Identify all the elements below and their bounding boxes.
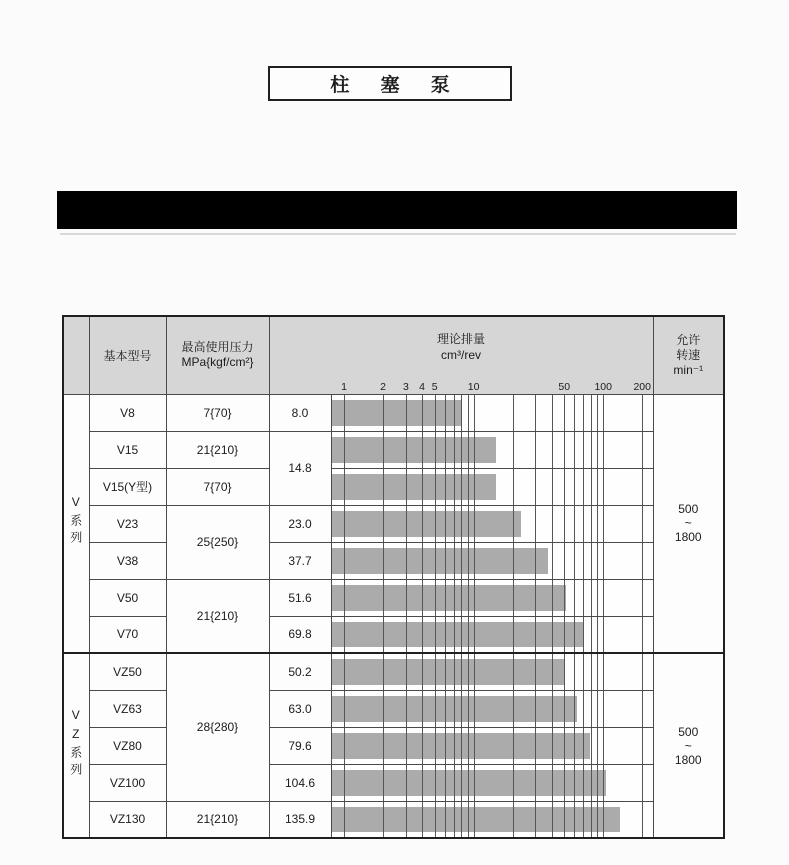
chart-gridline <box>597 728 598 764</box>
displacement-header-label <box>270 331 653 363</box>
displacement-cell: 50.2 <box>269 653 331 690</box>
axis-tick-label: 100 <box>594 380 612 393</box>
table-row-v15 <box>63 431 724 468</box>
model-cell: VZ130 <box>89 801 166 838</box>
displacement-bar <box>332 585 566 611</box>
chart-gridline <box>642 765 643 801</box>
chart-gridline <box>552 395 553 431</box>
displacement-bar <box>332 400 462 426</box>
banner-underline <box>60 233 736 235</box>
table-row-v38 <box>63 542 724 579</box>
chart-cell <box>331 801 653 838</box>
redacted-section-banner <box>57 191 737 229</box>
axis-tick-label: 2 <box>380 380 386 393</box>
displacement-cell: 23.0 <box>269 505 331 542</box>
chart-gridline <box>591 469 592 505</box>
chart-gridline <box>603 617 604 653</box>
table-row-vz100 <box>63 764 724 801</box>
chart-gridline <box>642 543 643 579</box>
chart-gridline <box>574 580 575 616</box>
chart-gridline <box>603 580 604 616</box>
page-title: 柱 塞 泵 <box>330 75 463 96</box>
chart-gridline <box>642 395 643 431</box>
chart-gridline <box>591 691 592 727</box>
pressure-column-header <box>166 316 269 394</box>
chart-gridline <box>642 580 643 616</box>
chart-gridline <box>583 580 584 616</box>
chart-gridline <box>603 432 604 468</box>
chart-gridline <box>513 432 514 468</box>
pressure-cell-merged: 28{280} <box>166 653 269 801</box>
model-cell: V8 <box>89 394 166 431</box>
chart-gridline <box>591 728 592 764</box>
chart-gridline <box>552 543 553 579</box>
chart-gridline <box>552 469 553 505</box>
chart-gridline <box>583 691 584 727</box>
chart-cell <box>331 542 653 579</box>
chart-cell <box>331 690 653 727</box>
speed-header-line2: 转速 <box>676 347 701 362</box>
model-column-header: 基本型号 <box>89 316 166 394</box>
speed-value-top: 500 <box>678 724 699 739</box>
model-cell: VZ63 <box>89 690 166 727</box>
chart-cell <box>331 616 653 653</box>
chart-gridline <box>603 506 604 542</box>
chart-gridline <box>583 617 584 653</box>
chart-gridline <box>591 395 592 431</box>
chart-gridline <box>583 469 584 505</box>
displacement-bar <box>332 733 591 759</box>
chart-cell <box>331 468 653 505</box>
chart-gridline <box>597 580 598 616</box>
chart-axis-ticks <box>332 379 653 393</box>
speed-value-tilde: ~ <box>684 738 692 753</box>
pressure-cell-merged: 25{250} <box>166 505 269 579</box>
chart-gridline <box>535 506 536 542</box>
series-column-header <box>63 316 89 394</box>
chart-gridline <box>603 691 604 727</box>
speed-value-top: 500 <box>678 502 699 517</box>
table-row-vz130 <box>63 801 724 838</box>
chart-cell <box>331 579 653 616</box>
displacement-header-line1: 理论排量 <box>436 332 485 346</box>
table-row-vz63 <box>63 690 724 727</box>
table-row-v8 <box>63 394 724 431</box>
chart-gridline <box>642 506 643 542</box>
chart-gridline <box>583 395 584 431</box>
speed-value-bottom: 1800 <box>674 530 702 545</box>
pump-spec-table <box>62 315 725 839</box>
chart-gridline <box>642 432 643 468</box>
axis-tick-label: 3 <box>402 380 409 393</box>
chart-gridline <box>564 506 565 542</box>
table-row-vz80 <box>63 727 724 764</box>
chart-gridline <box>642 469 643 505</box>
chart-gridline <box>603 728 604 764</box>
chart-gridline <box>642 654 643 690</box>
series-cell-vz <box>63 653 89 838</box>
speed-header-line1: 允许 <box>676 332 701 347</box>
chart-gridline <box>591 543 592 579</box>
displacement-bar <box>332 696 578 722</box>
chart-gridline <box>642 617 643 653</box>
chart-gridline <box>597 617 598 653</box>
speed-cell-v <box>653 394 724 653</box>
displacement-cell: 104.6 <box>269 764 331 801</box>
chart-gridline <box>574 506 575 542</box>
series-label-vz: VZ系列 <box>68 708 83 780</box>
chart-gridline <box>474 395 475 431</box>
speed-value-bottom: 1800 <box>674 752 702 767</box>
displacement-column-header <box>269 316 653 394</box>
chart-gridline <box>513 395 514 431</box>
pressure-cell-merged: 21{210} <box>166 579 269 653</box>
chart-gridline <box>461 395 462 431</box>
displacement-bar <box>332 770 606 796</box>
table-row-v15y <box>63 468 724 505</box>
chart-gridline <box>603 654 604 690</box>
displacement-header-line2: cm³/rev <box>441 348 481 362</box>
axis-tick-label: 200 <box>633 380 651 393</box>
page-title-box <box>268 66 512 101</box>
table-row-v70 <box>63 616 724 653</box>
speed-column-header <box>653 316 724 394</box>
speed-header-line3: min⁻¹ <box>673 362 704 377</box>
chart-gridline <box>597 654 598 690</box>
chart-gridline <box>583 506 584 542</box>
pressure-header-line2: MPa{kgf/cm²} <box>181 355 254 370</box>
chart-gridline <box>535 395 536 431</box>
displacement-cell: 37.7 <box>269 542 331 579</box>
chart-gridline <box>597 469 598 505</box>
chart-gridline <box>603 395 604 431</box>
table-row-vz50 <box>63 653 724 690</box>
chart-gridline <box>642 691 643 727</box>
chart-gridline <box>564 543 565 579</box>
displacement-cell: 51.6 <box>269 579 331 616</box>
chart-gridline <box>564 395 565 431</box>
chart-gridline <box>597 506 598 542</box>
displacement-bar <box>332 474 496 500</box>
pressure-cell: 7{70} <box>166 468 269 505</box>
model-cell: V50 <box>89 579 166 616</box>
chart-gridline <box>574 654 575 690</box>
chart-cell <box>331 653 653 690</box>
displacement-cell-merged: 14.8 <box>269 431 331 505</box>
chart-gridline <box>564 469 565 505</box>
chart-gridline <box>574 395 575 431</box>
displacement-bar <box>332 548 549 574</box>
model-cell: V15(Y型) <box>89 468 166 505</box>
chart-gridline <box>583 654 584 690</box>
chart-gridline <box>603 543 604 579</box>
chart-gridline <box>591 580 592 616</box>
model-cell: VZ100 <box>89 764 166 801</box>
chart-gridline <box>535 432 536 468</box>
chart-gridline <box>597 691 598 727</box>
model-cell: V23 <box>89 505 166 542</box>
chart-gridline <box>597 543 598 579</box>
chart-gridline <box>574 543 575 579</box>
chart-gridline <box>597 395 598 431</box>
chart-gridline <box>591 506 592 542</box>
displacement-cell: 79.6 <box>269 727 331 764</box>
axis-tick-label: 50 <box>558 380 571 393</box>
pressure-cell: 21{210} <box>166 801 269 838</box>
chart-gridline <box>591 654 592 690</box>
displacement-cell: 63.0 <box>269 690 331 727</box>
table-header-row <box>63 316 724 394</box>
chart-gridline <box>603 469 604 505</box>
chart-gridline <box>564 432 565 468</box>
chart-gridline <box>552 506 553 542</box>
chart-gridline <box>574 432 575 468</box>
axis-tick-label: 5 <box>431 380 438 393</box>
pressure-cell: 21{210} <box>166 431 269 468</box>
model-cell: VZ50 <box>89 653 166 690</box>
displacement-cell: 8.0 <box>269 394 331 431</box>
chart-gridline <box>535 469 536 505</box>
displacement-bar <box>332 622 583 648</box>
chart-gridline <box>642 802 643 838</box>
chart-gridline <box>591 432 592 468</box>
chart-cell <box>331 394 653 431</box>
series-label-v: V系列 <box>68 495 83 549</box>
displacement-cell: 69.8 <box>269 616 331 653</box>
model-cell: V15 <box>89 431 166 468</box>
chart-gridline <box>552 432 553 468</box>
chart-gridline <box>574 469 575 505</box>
displacement-bar <box>332 807 621 833</box>
displacement-bar <box>332 437 496 463</box>
chart-gridline <box>597 432 598 468</box>
chart-gridline <box>513 469 514 505</box>
speed-value-tilde: ~ <box>684 516 692 531</box>
chart-gridline <box>468 395 469 431</box>
displacement-cell: 135.9 <box>269 801 331 838</box>
model-cell: VZ80 <box>89 727 166 764</box>
speed-cell-vz <box>653 653 724 838</box>
chart-cell <box>331 764 653 801</box>
pressure-header-line1: 最高使用压力 <box>181 340 254 355</box>
table-row-v50 <box>63 579 724 616</box>
displacement-bar <box>332 659 565 685</box>
axis-tick-label: 4 <box>419 380 425 393</box>
chart-cell <box>331 505 653 542</box>
chart-gridline <box>583 543 584 579</box>
chart-gridline <box>642 728 643 764</box>
chart-cell <box>331 727 653 764</box>
series-cell-v <box>63 394 89 653</box>
table-row-v23 <box>63 505 724 542</box>
pressure-cell: 7{70} <box>166 394 269 431</box>
axis-tick-label: 10 <box>467 380 480 393</box>
model-cell: V38 <box>89 542 166 579</box>
displacement-bar <box>332 511 521 537</box>
axis-tick-label: 1 <box>341 380 347 393</box>
chart-gridline <box>591 617 592 653</box>
chart-cell <box>331 431 653 468</box>
model-cell: V70 <box>89 616 166 653</box>
chart-gridline <box>583 432 584 468</box>
